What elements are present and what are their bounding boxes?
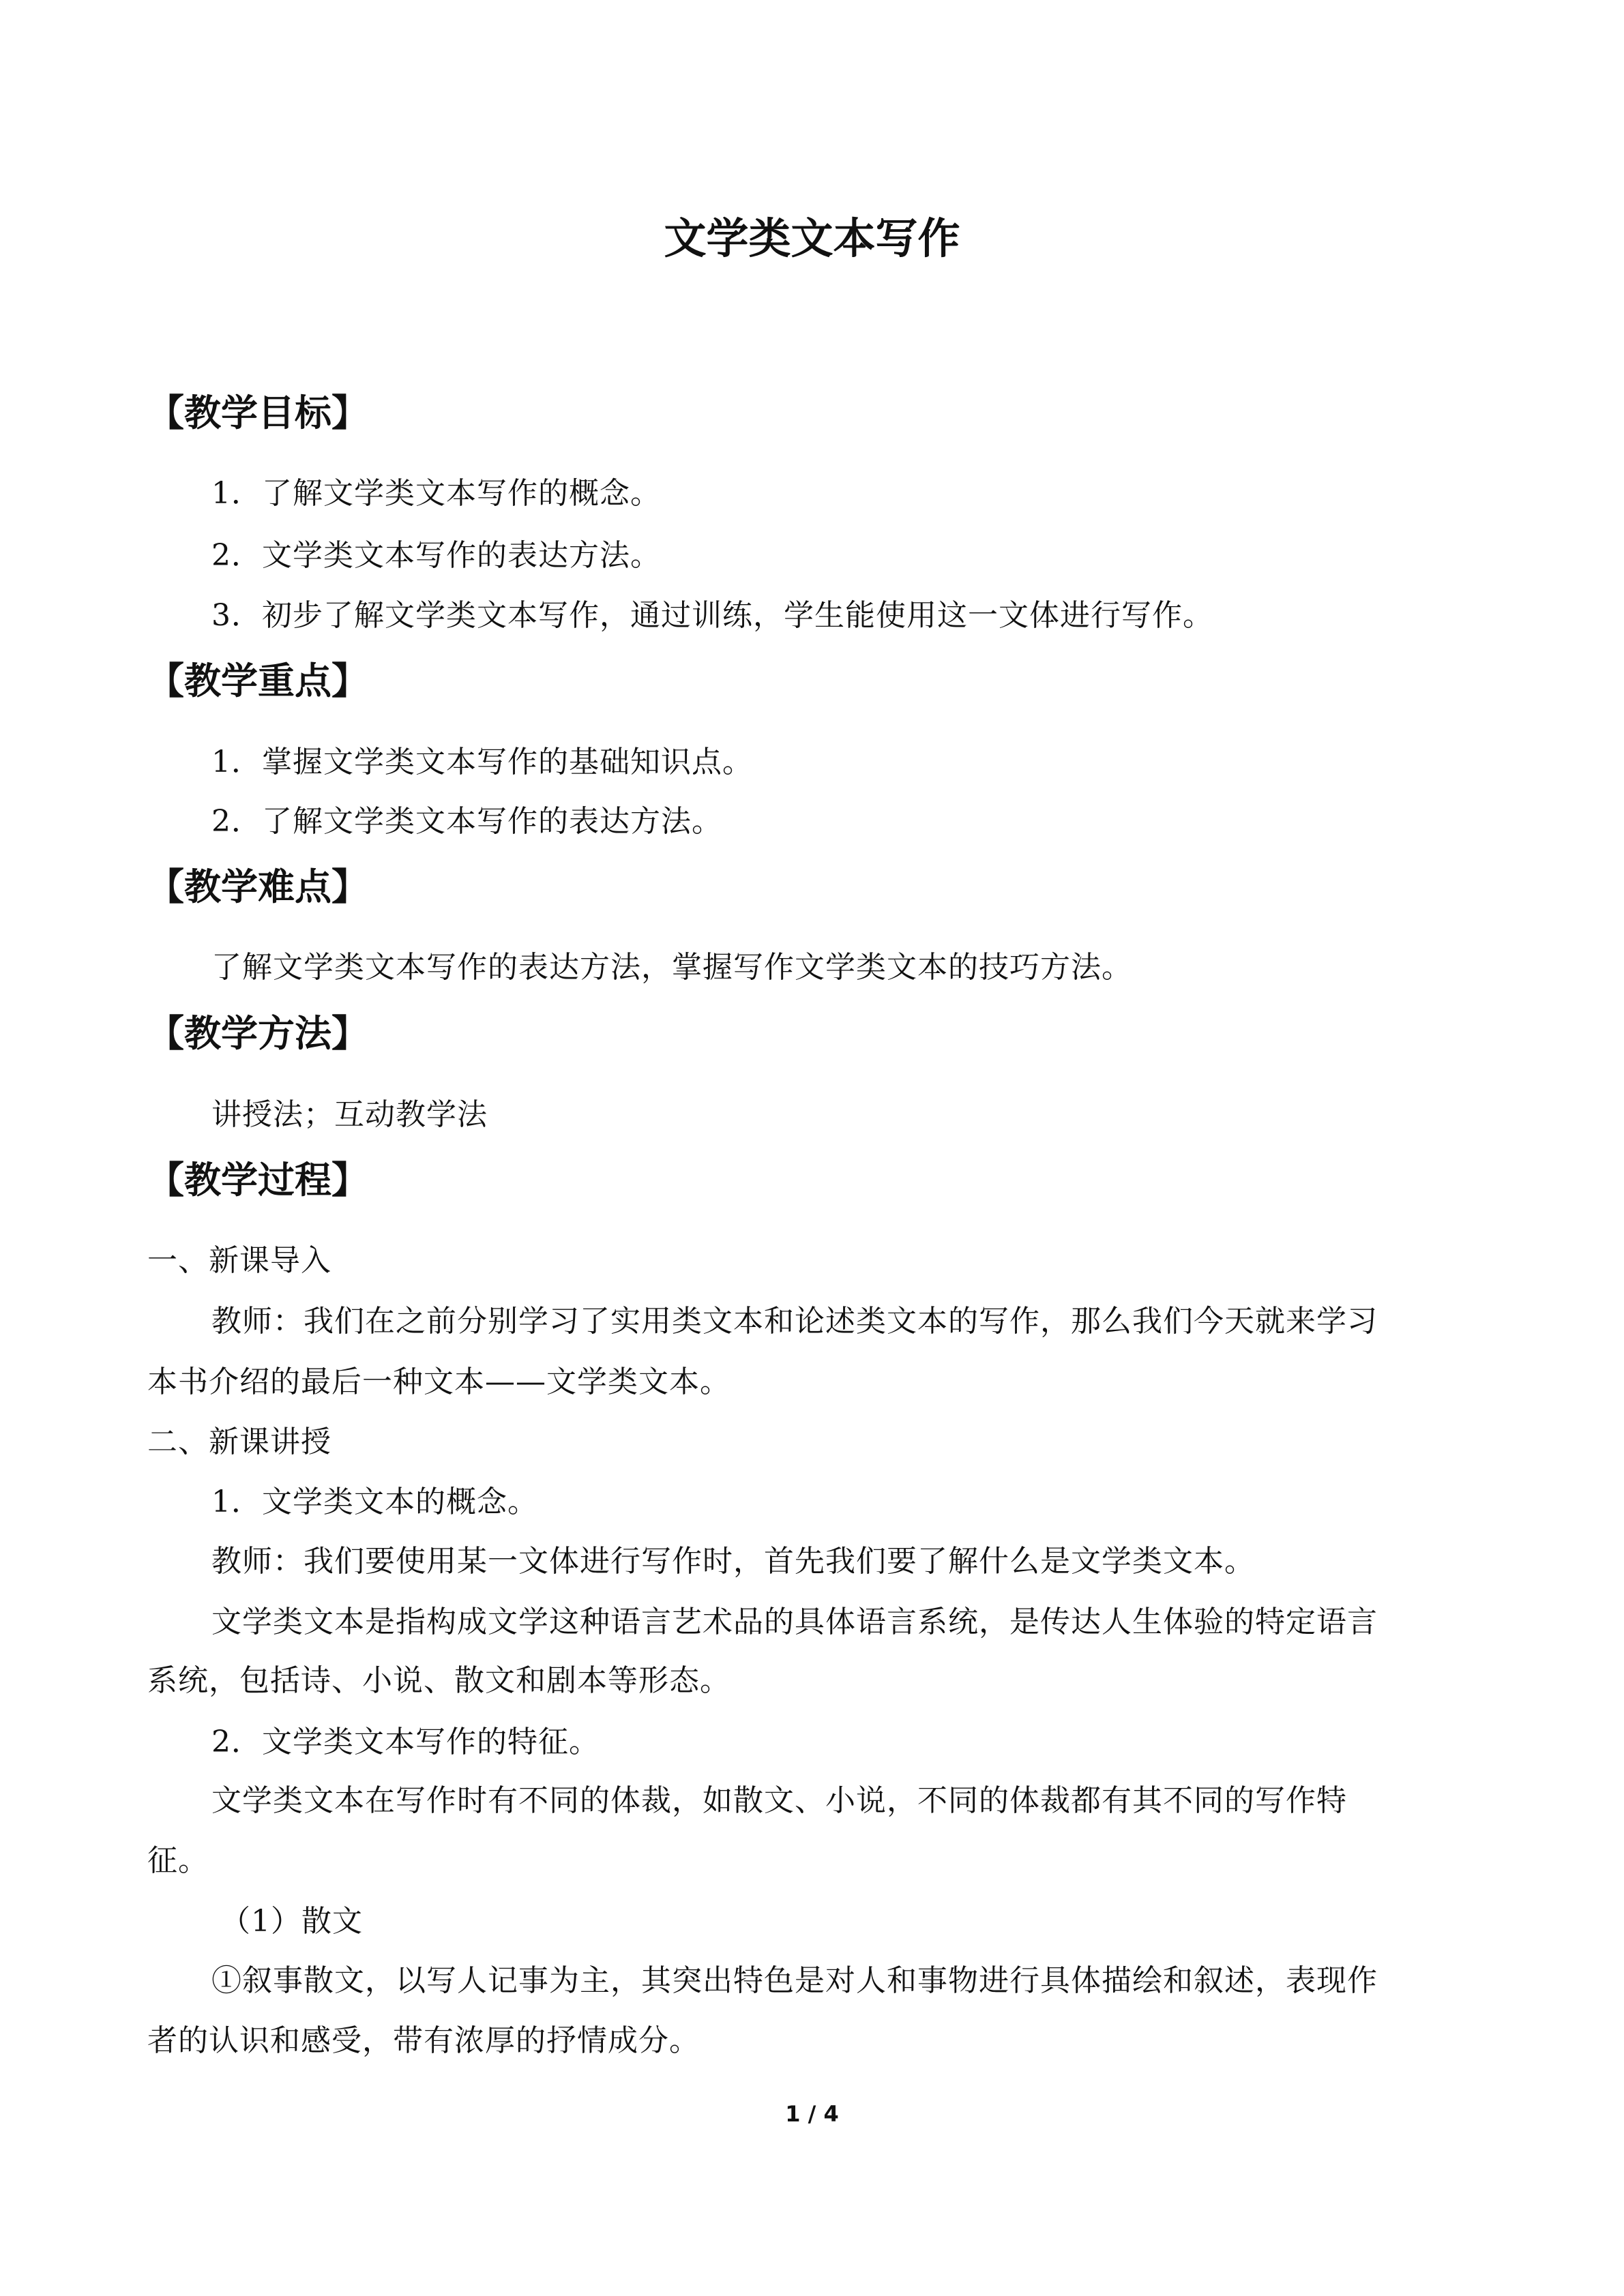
section-heading-objectives: 【教学目标】 <box>147 391 368 434</box>
process-item2: 2．文学类文本写作的特征。 <box>211 1725 600 1759</box>
section-heading-difficulties: 【教学难点】 <box>147 865 368 908</box>
process-item1-teacher: 教师：我们要使用某一文体进行写作时，首先我们要了解什么是文学类文本。 <box>211 1544 1255 1579</box>
process-item1-def-line1: 文学类文本是指构成文学这种语言艺术品的具体语言系统，是传达人生体验的特定语言 <box>211 1605 1378 1639</box>
document-title: 文学类文本写作 <box>664 213 960 263</box>
process-item1: 1．文学类文本的概念。 <box>211 1485 538 1519</box>
process-item2-line1: 文学类文本在写作时有不同的体裁，如散文、小说，不同的体裁都有其不同的写作特 <box>211 1783 1347 1818</box>
process-sub1-title: （1）散文 <box>220 1904 363 1939</box>
key-point-item-1: 1．掌握文学类文本写作的基础知识点。 <box>211 745 753 779</box>
section-heading-key-points: 【教学重点】 <box>147 659 368 702</box>
objective-item-1: 1．了解文学类文本写作的概念。 <box>211 476 661 511</box>
methods-text: 讲授法；互动教学法 <box>211 1097 488 1132</box>
section-heading-process: 【教学过程】 <box>147 1158 368 1202</box>
process-sub1-line2: 者的认识和感受，带有浓厚的抒情成分。 <box>147 2023 700 2058</box>
process-part1-line2: 本书介绍的最后一种文本——文学类文本。 <box>147 1365 730 1399</box>
process-part2-title: 二、新课讲授 <box>147 1425 331 1459</box>
objective-item-2: 2．文学类文本写作的表达方法。 <box>211 538 661 573</box>
objective-item-3: 3．初步了解文学类文本写作，通过训练，学生能使用这一文体进行写作。 <box>211 598 1213 633</box>
section-heading-methods: 【教学方法】 <box>147 1011 368 1055</box>
difficulties-text: 了解文学类文本写作的表达方法，掌握写作文学类文本的技巧方法。 <box>211 950 1132 985</box>
process-part1-line1: 教师：我们在之前分别学习了实用类文本和论述类文本的写作，那么我们今天就来学习 <box>211 1304 1378 1339</box>
key-point-item-2: 2．了解文学类文本写作的表达方法。 <box>211 804 722 839</box>
process-sub1-line1: ①叙事散文，以写人记事为主，其突出特色是对人和事物进行具体描绘和叙述，表现作 <box>211 1963 1378 1998</box>
process-item2-line2: 征。 <box>147 1843 209 1878</box>
process-item1-def-line2: 系统，包括诗、小说、散文和剧本等形态。 <box>147 1663 730 1698</box>
page-number: 1 / 4 <box>785 2101 839 2127</box>
process-part1-title: 一、新课导入 <box>147 1243 331 1278</box>
